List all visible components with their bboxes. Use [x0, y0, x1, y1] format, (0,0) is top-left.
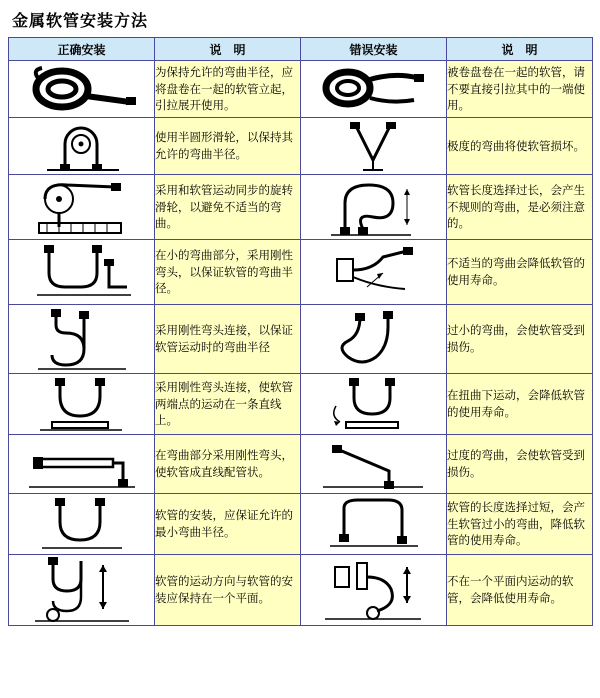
hose-installation-table	[8, 37, 593, 626]
description-cell-correct: 为保持允许的弯曲半径，应将盘卷在一起的软管立起，引拉展开使用。	[155, 61, 301, 118]
header-correct-installation: 正确安装	[9, 38, 155, 61]
improper-bend-near-fitting-icon	[311, 243, 437, 301]
hose-with-synchronized-rotating-pulley-icon	[19, 177, 145, 237]
motion-direction-same-plane-icon	[19, 557, 145, 623]
table-header-row	[9, 38, 593, 61]
header-correct-description: 说 明	[155, 38, 301, 61]
coiled-hose-standing-upright-icon	[22, 64, 142, 114]
description-cell-wrong: 在扭曲下运动，会降低软管的使用寿命。	[447, 374, 593, 435]
table-row	[9, 175, 593, 240]
figure-cell-wrong	[301, 240, 447, 305]
rigid-elbow-at-small-bend-icon	[19, 243, 145, 301]
header-wrong-description: 说 明	[447, 38, 593, 61]
description-cell-wrong: 软管长度选择过长，会产生不规则的弯曲，是必须注意的。	[447, 175, 593, 240]
description-cell-wrong: 不在一个平面内运动的软管，会降低使用寿命。	[447, 555, 593, 626]
hose-too-long-small-bend-icon	[314, 496, 434, 552]
description-cell-correct: 使用半圆形滑轮，以保持其允许的弯曲半径。	[155, 118, 301, 175]
table-row	[9, 305, 593, 374]
description-cell-wrong: 过度的弯曲，会使软管受到损伤。	[447, 435, 593, 494]
description-cell-correct: 采用和软管运动同步的旋转滑轮，以避免不适当的弯曲。	[155, 175, 301, 240]
too-small-bend-radius-loop-icon	[314, 307, 434, 371]
figure-cell-correct	[9, 175, 155, 240]
figure-cell-correct	[9, 374, 155, 435]
figure-cell-correct	[9, 240, 155, 305]
figure-cell-wrong	[301, 494, 447, 555]
figure-cell-wrong	[301, 305, 447, 374]
description-cell-correct: 采用刚性弯头连接，使软管两端点的运动在一条直线上。	[155, 374, 301, 435]
table-row	[9, 555, 593, 626]
figure-cell-wrong	[301, 555, 447, 626]
description-cell-wrong: 极度的弯曲将使软管损坏。	[447, 118, 593, 175]
figure-cell-correct	[9, 61, 155, 118]
description-cell-correct: 在小的弯曲部分，采用刚性弯头，以保证软管的弯曲半径。	[155, 240, 301, 305]
description-cell-wrong: 被卷盘卷在一起的软管，请不要直接引拉其中的一端使用。	[447, 61, 593, 118]
figure-cell-wrong	[301, 374, 447, 435]
figure-cell-correct	[9, 435, 155, 494]
description-cell-wrong: 过小的弯曲，会使软管受到损伤。	[447, 305, 593, 374]
over-bending-at-elbow-icon	[311, 437, 437, 491]
table-row	[9, 61, 593, 118]
table-row	[9, 118, 593, 175]
rigid-elbow-straight-piping-icon	[19, 437, 145, 491]
rigid-elbows-both-ends-straight-line-icon	[22, 376, 142, 432]
description-cell-correct: 软管的安装，应保证允许的最小弯曲半径。	[155, 494, 301, 555]
hose-over-semicircular-sheave-icon	[27, 120, 137, 172]
installation-with-minimum-bend-radius-icon	[22, 496, 142, 552]
table-row	[9, 240, 593, 305]
figure-cell-wrong	[301, 435, 447, 494]
description-cell-correct: 在弯曲部分采用刚性弯头，使软管成直线配管状。	[155, 435, 301, 494]
figure-cell-correct	[9, 494, 155, 555]
description-cell-correct: 软管的运动方向与软管的安装应保持在一个平面。	[155, 555, 301, 626]
table-row	[9, 374, 593, 435]
figure-cell-wrong	[301, 61, 447, 118]
header-wrong-installation: 错误安装	[301, 38, 447, 61]
description-cell-correct: 采用刚性弯头连接，以保证软管运动时的弯曲半径	[155, 305, 301, 374]
figure-cell-correct	[9, 118, 155, 175]
figure-cell-correct	[9, 555, 155, 626]
page-title: 金属软管安装方法	[12, 11, 149, 30]
table-row	[9, 494, 593, 555]
hose-sharp-v-bend-icon	[319, 120, 429, 172]
description-cell-wrong: 软管的长度选择过短，会产生软管过小的弯曲，降低软管的使用寿命。	[447, 494, 593, 555]
hose-twisted-motion-icon	[314, 376, 434, 432]
coiled-hose-pulled-from-one-end-icon	[314, 64, 434, 114]
figure-cell-correct	[9, 305, 155, 374]
motion-out-of-plane-icon	[311, 557, 437, 623]
hose-too-long-irregular-bend-icon	[311, 177, 437, 237]
figure-cell-wrong	[301, 175, 447, 240]
figure-cell-wrong	[301, 118, 447, 175]
rigid-elbow-connection-u-loop-icon	[22, 307, 142, 371]
description-cell-wrong: 不适当的弯曲会降低软管的使用寿命。	[447, 240, 593, 305]
table-row	[9, 435, 593, 494]
